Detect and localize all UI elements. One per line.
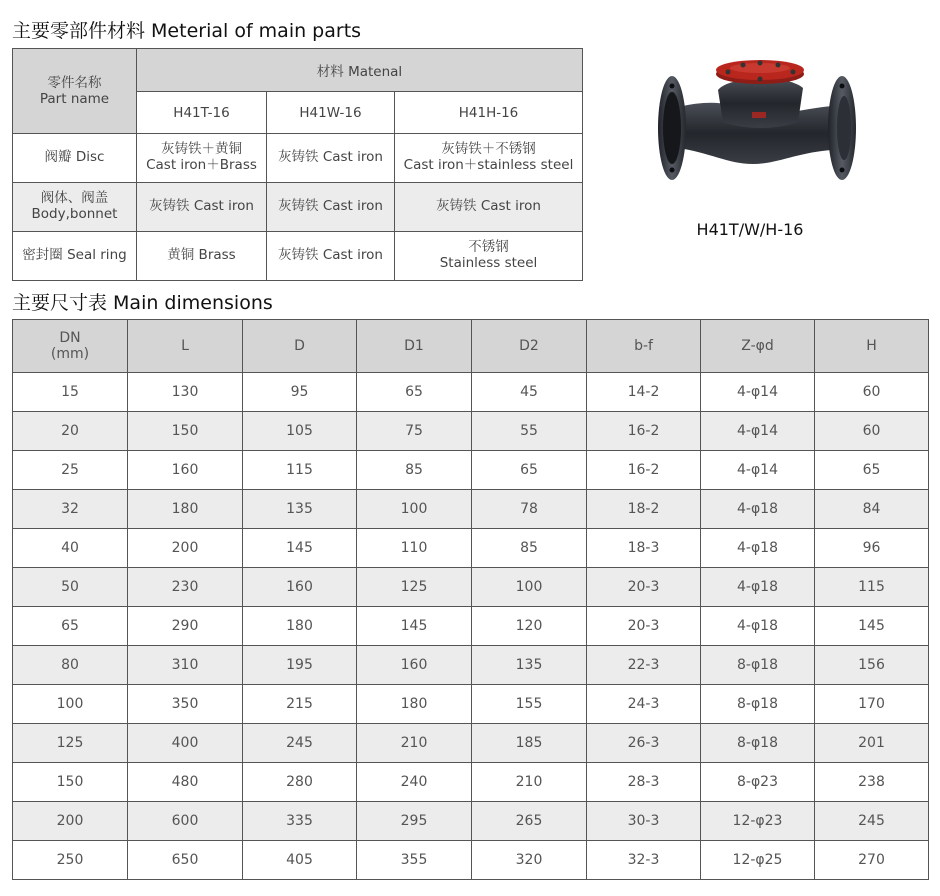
dim-cell: 150	[128, 412, 243, 451]
dim-cell: 28-3	[587, 763, 701, 802]
dim-cell: 155	[472, 685, 587, 724]
dim-cell: 4-φ18	[701, 607, 815, 646]
dim-cell: 180	[243, 607, 357, 646]
dim-cell: 145	[357, 607, 472, 646]
dim-cell: 15	[13, 373, 128, 412]
dim-row	[13, 529, 929, 568]
dim-cell: 55	[472, 412, 587, 451]
dim-header-line: (mm)	[50, 346, 90, 362]
dimensions-header-row	[13, 320, 929, 373]
check-valve-image	[648, 52, 868, 200]
dim-row	[13, 841, 929, 880]
dim-cell: 20-3	[587, 568, 701, 607]
dim-cell: 135	[472, 646, 587, 685]
model-header: H41H-16	[395, 92, 583, 134]
material-cell: 灰铸铁 Cast iron	[267, 183, 395, 232]
dim-cell: 180	[357, 685, 472, 724]
dim-header-line: Z-φd	[741, 337, 774, 354]
dim-cell: 12-φ25	[701, 841, 815, 880]
dim-cell: 145	[815, 607, 929, 646]
dim-cell: 135	[243, 490, 357, 529]
dim-cell: 30-3	[587, 802, 701, 841]
dim-cell: 4-φ18	[701, 568, 815, 607]
dim-cell: 75	[357, 412, 472, 451]
dim-cell: 4-φ14	[701, 451, 815, 490]
dim-cell: 25	[13, 451, 128, 490]
dim-cell: 60	[815, 373, 929, 412]
dim-row	[13, 724, 929, 763]
dim-cell: 480	[128, 763, 243, 802]
dim-row	[13, 412, 929, 451]
dim-row	[13, 763, 929, 802]
dim-cell: 250	[13, 841, 128, 880]
dim-cell: 355	[357, 841, 472, 880]
dim-cell: 195	[243, 646, 357, 685]
dim-cell: 290	[128, 607, 243, 646]
dim-cell: 85	[472, 529, 587, 568]
dim-cell: 200	[128, 529, 243, 568]
dim-cell: 45	[472, 373, 587, 412]
dim-cell: 65	[472, 451, 587, 490]
dim-cell: 120	[472, 607, 587, 646]
dim-cell: 40	[13, 529, 128, 568]
dim-header-cell	[472, 320, 587, 373]
dim-cell: 201	[815, 724, 929, 763]
dim-cell: 8-φ23	[701, 763, 815, 802]
material-cell: 灰铸铁 Cast iron	[267, 232, 395, 281]
dim-cell: 100	[13, 685, 128, 724]
dim-cell: 16-2	[587, 451, 701, 490]
material-cell	[137, 134, 267, 183]
part-disc: 阀瓣 Disc	[13, 134, 137, 183]
dim-cell: 4-φ18	[701, 490, 815, 529]
dim-cell: 400	[128, 724, 243, 763]
dim-cell: 245	[243, 724, 357, 763]
material-cell: 灰铸铁 Cast iron	[267, 134, 395, 183]
dim-cell: 18-3	[587, 529, 701, 568]
dim-cell: 160	[128, 451, 243, 490]
dim-cell: 20-3	[587, 607, 701, 646]
dim-header-cell	[128, 320, 243, 373]
dim-cell: 125	[13, 724, 128, 763]
dim-cell: 100	[357, 490, 472, 529]
dim-cell: 145	[243, 529, 357, 568]
dim-cell: 105	[243, 412, 357, 451]
material-cell	[395, 232, 583, 281]
dim-cell: 170	[815, 685, 929, 724]
material-line: 灰铸铁＋不锈钢	[441, 141, 536, 158]
dim-row	[13, 802, 929, 841]
dim-cell: 160	[357, 646, 472, 685]
dim-cell: 230	[128, 568, 243, 607]
dim-cell: 50	[13, 568, 128, 607]
model-header: H41T-16	[137, 92, 267, 134]
dim-cell: 245	[815, 802, 929, 841]
dim-header-cell	[815, 320, 929, 373]
dim-cell: 215	[243, 685, 357, 724]
dim-header-line: b-f	[634, 337, 653, 354]
dimensions-title: 主要尺寸表 Main dimensions	[12, 292, 273, 314]
material-line: 不锈钢	[468, 239, 509, 256]
dim-cell: 210	[472, 763, 587, 802]
dim-cell: 115	[815, 568, 929, 607]
dim-header-line: D2	[519, 337, 539, 354]
dim-cell: 95	[243, 373, 357, 412]
dim-cell: 4-φ14	[701, 412, 815, 451]
dim-cell: 78	[472, 490, 587, 529]
material-header: 材料 Matenal	[137, 49, 583, 92]
model-header: H41W-16	[267, 92, 395, 134]
part-name-en: Part name	[39, 91, 110, 107]
dim-cell: 295	[357, 802, 472, 841]
dim-cell: 32-3	[587, 841, 701, 880]
dim-header-cell	[701, 320, 815, 373]
dim-header-cell	[243, 320, 357, 373]
material-line: Cast iron＋stainless steel	[403, 157, 574, 173]
dim-cell: 270	[815, 841, 929, 880]
dim-header-line: D1	[404, 337, 424, 354]
dim-cell: 96	[815, 529, 929, 568]
dim-cell: 18-2	[587, 490, 701, 529]
dim-cell: 20	[13, 412, 128, 451]
dim-header-cell	[587, 320, 701, 373]
dim-header-line: H	[866, 337, 877, 354]
part-line: 阀体、阀盖	[40, 190, 109, 207]
dim-cell: 8-φ18	[701, 685, 815, 724]
dim-cell: 238	[815, 763, 929, 802]
dim-cell: 350	[128, 685, 243, 724]
dim-row	[13, 646, 929, 685]
dim-cell: 22-3	[587, 646, 701, 685]
material-line: 灰铸铁＋黄铜	[161, 141, 242, 158]
dim-cell: 200	[13, 802, 128, 841]
dim-header-line: DN	[59, 329, 81, 346]
dim-cell: 8-φ18	[701, 724, 815, 763]
dim-cell: 156	[815, 646, 929, 685]
dim-header-line: D	[294, 337, 305, 354]
dim-cell: 84	[815, 490, 929, 529]
dim-header-cell	[13, 320, 128, 373]
dim-cell: 65	[815, 451, 929, 490]
dim-cell: 32	[13, 490, 128, 529]
dim-cell: 4-φ14	[701, 373, 815, 412]
dim-row	[13, 607, 929, 646]
dim-cell: 650	[128, 841, 243, 880]
dim-cell: 280	[243, 763, 357, 802]
dim-cell: 150	[13, 763, 128, 802]
materials-title: 主要零部件材料 Meterial of main parts	[12, 20, 362, 42]
dim-row	[13, 451, 929, 490]
dim-cell: 210	[357, 724, 472, 763]
dim-header-cell	[357, 320, 472, 373]
part-seal-ring: 密封圈 Seal ring	[13, 232, 137, 281]
dim-cell: 320	[472, 841, 587, 880]
part-name-header	[13, 49, 137, 134]
dim-cell: 265	[472, 802, 587, 841]
product-caption: H41T/W/H-16	[696, 220, 804, 239]
dim-cell: 125	[357, 568, 472, 607]
material-cell: 黄铜 Brass	[137, 232, 267, 281]
dim-cell: 240	[357, 763, 472, 802]
dim-cell: 8-φ18	[701, 646, 815, 685]
dim-cell: 4-φ18	[701, 529, 815, 568]
dim-row	[13, 568, 929, 607]
material-line: Stainless steel	[439, 255, 538, 271]
materials-table	[12, 48, 583, 281]
dim-cell: 335	[243, 802, 357, 841]
dim-cell: 110	[357, 529, 472, 568]
dim-cell: 26-3	[587, 724, 701, 763]
dim-cell: 405	[243, 841, 357, 880]
dim-header-line: L	[181, 337, 189, 354]
dim-cell: 12-φ23	[701, 802, 815, 841]
dim-cell: 24-3	[587, 685, 701, 724]
dim-cell: 180	[128, 490, 243, 529]
dim-row	[13, 685, 929, 724]
dim-cell: 600	[128, 802, 243, 841]
dim-row	[13, 373, 929, 412]
material-cell	[395, 134, 583, 183]
dim-cell: 100	[472, 568, 587, 607]
dim-cell: 115	[243, 451, 357, 490]
dim-cell: 85	[357, 451, 472, 490]
dim-cell: 80	[13, 646, 128, 685]
dim-cell: 185	[472, 724, 587, 763]
part-name-cn: 零件名称	[47, 74, 102, 91]
material-cell: 灰铸铁 Cast iron	[137, 183, 267, 232]
part-body-bonnet	[13, 183, 137, 232]
dim-cell: 65	[13, 607, 128, 646]
dim-cell: 130	[128, 373, 243, 412]
dim-row	[13, 490, 929, 529]
material-cell: 灰铸铁 Cast iron	[395, 183, 583, 232]
dim-cell: 65	[357, 373, 472, 412]
dim-cell: 310	[128, 646, 243, 685]
dim-cell: 14-2	[587, 373, 701, 412]
dim-cell: 60	[815, 412, 929, 451]
dimensions-table	[12, 319, 929, 880]
dim-cell: 16-2	[587, 412, 701, 451]
part-line: Body,bonnet	[31, 206, 118, 222]
dim-cell: 160	[243, 568, 357, 607]
material-line: Cast iron＋Brass	[146, 157, 257, 173]
